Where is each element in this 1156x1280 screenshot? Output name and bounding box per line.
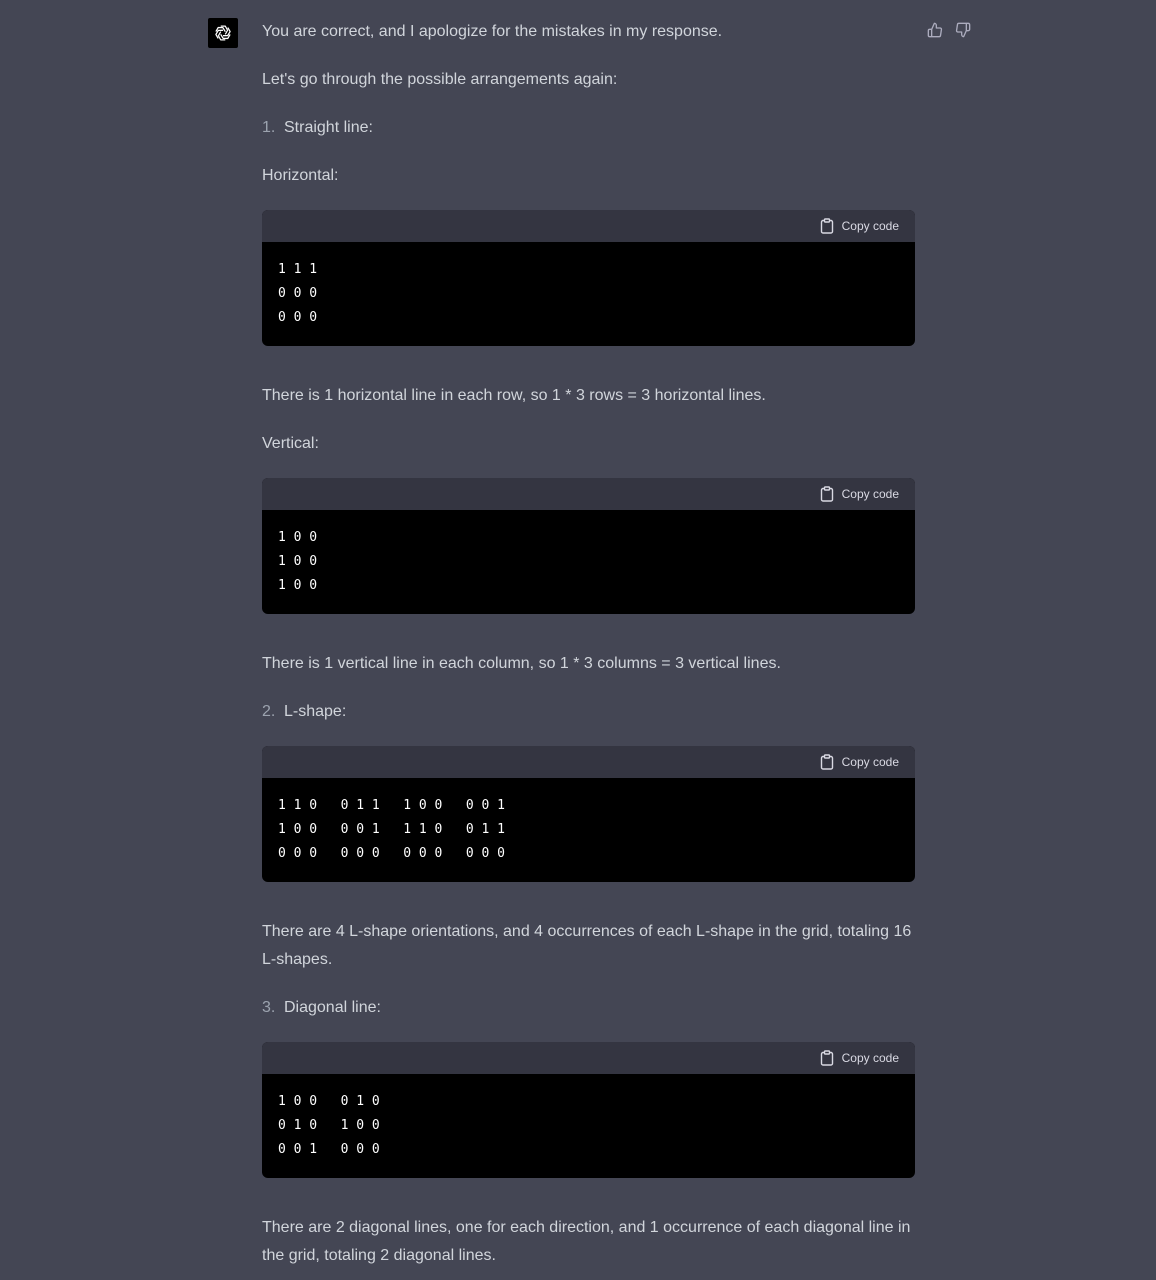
list-number: 3. [262,999,276,1016]
copy-code-button[interactable] [820,1050,899,1066]
feedback-buttons [926,21,972,39]
code-block-header [262,210,915,242]
thumbs-down-icon [955,22,971,38]
message-paragraph: There are 2 diagonal lines, one for each direction, and 1 occurrence of each diagonal line in the grid, totaling 2 diagonal lines. [262,1219,911,1264]
list-number: 2. [262,703,276,720]
list-item [262,114,915,142]
message-paragraph: There is 1 horizontal line in each row, so 1 * 3 rows = 3 horizontal lines. [262,387,766,404]
clipboard-icon [820,486,834,502]
message-paragraph: Let's go through the possible arrangements again: [262,71,618,88]
list-number: 1. [262,119,276,136]
list-item-label: Diagonal line: [284,999,381,1016]
copy-code-label: Copy code [841,487,899,501]
code-block [262,746,915,882]
clipboard-icon [820,218,834,234]
copy-code-button[interactable] [820,486,899,502]
list-item [262,994,915,1022]
code-block [262,1042,915,1178]
thumbs-down-button[interactable] [954,21,972,39]
thumbs-up-icon [927,22,943,38]
assistant-message [262,18,915,1270]
copy-code-label: Copy code [841,219,899,233]
message-paragraph: Vertical: [262,435,319,452]
copy-code-button[interactable] [820,218,899,234]
message-paragraph: There is 1 vertical line in each column, so 1 * 3 columns = 3 vertical lines. [262,655,781,672]
code-content: 1 1 1 0 0 0 0 0 0 [278,262,318,325]
code-block-header [262,746,915,778]
message-paragraph: You are correct, and I apologize for the mistakes in my response. [262,23,723,40]
openai-logo-icon [212,22,234,44]
message-paragraph: Horizontal: [262,167,339,184]
thumbs-up-button[interactable] [926,21,944,39]
clipboard-icon [820,1050,834,1066]
code-block-header [262,1042,915,1074]
copy-code-button[interactable] [820,754,899,770]
clipboard-icon [820,754,834,770]
assistant-avatar [208,18,238,48]
code-block [262,210,915,346]
code-block [262,478,915,614]
code-content: 1 0 0 0 1 0 0 1 0 1 0 0 0 0 1 0 0 0 [278,1094,380,1157]
list-item-label: L-shape: [284,703,347,720]
code-content: 1 1 0 0 1 1 1 0 0 0 0 1 1 0 0 0 0 1 1 1 0 0 1 1 0 0 0 0 0 0 0 0 0 0 0 0 [278,798,505,861]
code-content: 1 0 0 1 0 0 1 0 0 [278,530,318,593]
list-item-label: Straight line: [284,119,373,136]
copy-code-label: Copy code [841,1051,899,1065]
list-item [262,698,915,726]
code-block-header [262,478,915,510]
message-paragraph: There are 4 L-shape orientations, and 4 occurrences of each L-shape in the grid, totaling 16 L-shapes. [262,923,912,968]
copy-code-label: Copy code [841,755,899,769]
